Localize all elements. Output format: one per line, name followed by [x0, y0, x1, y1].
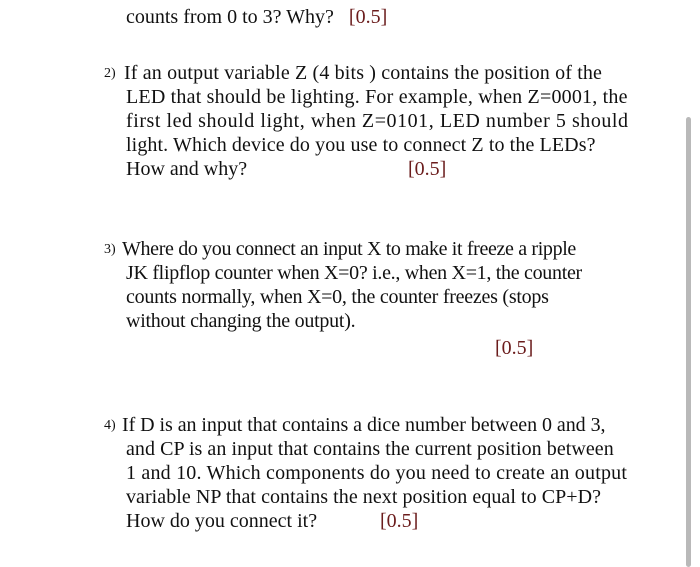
question-3-number: 3) [104, 242, 116, 257]
question-2-mark: [0.5] [408, 158, 447, 180]
question-3-line-1: Where do you connect an input X to make it freeze a ripple [122, 238, 576, 260]
question-2-line-1: If an output variable Z (4 bits ) contains the position of the [124, 62, 603, 84]
question-2-line-5: How and why? [126, 158, 248, 180]
question-1-text [126, 5, 387, 29]
question-4-line-2: and CP is an input that contains the current position between [126, 438, 614, 460]
question-4-mark: [0.5] [380, 510, 419, 532]
question-3-line-2: JK flipflop counter when X=0? i.e., when X=1, the counter [126, 262, 582, 284]
question-1-line: counts from 0 to 3? Why? [126, 6, 334, 28]
question-2-number: 2) [104, 66, 116, 81]
question-3-line-4: without changing the output). [126, 310, 356, 332]
question-3-line-3: counts normally, when X=0, the counter freezes (stops [126, 286, 549, 308]
question-4-line-3: 1 and 10. Which components do you need to create an output [126, 462, 628, 484]
question-2-line-2: LED that should be lighting. For example, when Z=0001, the [126, 86, 628, 108]
question-3-mark: [0.5] [495, 337, 534, 359]
question-2-line-3: first led should light, when Z=0101, LED number 5 should [126, 110, 629, 132]
question-4-line-5: How do you connect it? [126, 510, 318, 532]
vertical-scrollbar[interactable] [686, 117, 691, 567]
question-4-line-1: If D is an input that contains a dice number between 0 and 3, [122, 414, 606, 436]
question-4-line-4: variable NP that contains the next position equal to CP+D? [126, 486, 602, 508]
question-2-line-4: light. Which device do you use to connect Z to the LEDs? [126, 134, 596, 156]
question-4-number: 4) [104, 418, 116, 433]
question-1-mark: [0.5] [348, 6, 388, 28]
